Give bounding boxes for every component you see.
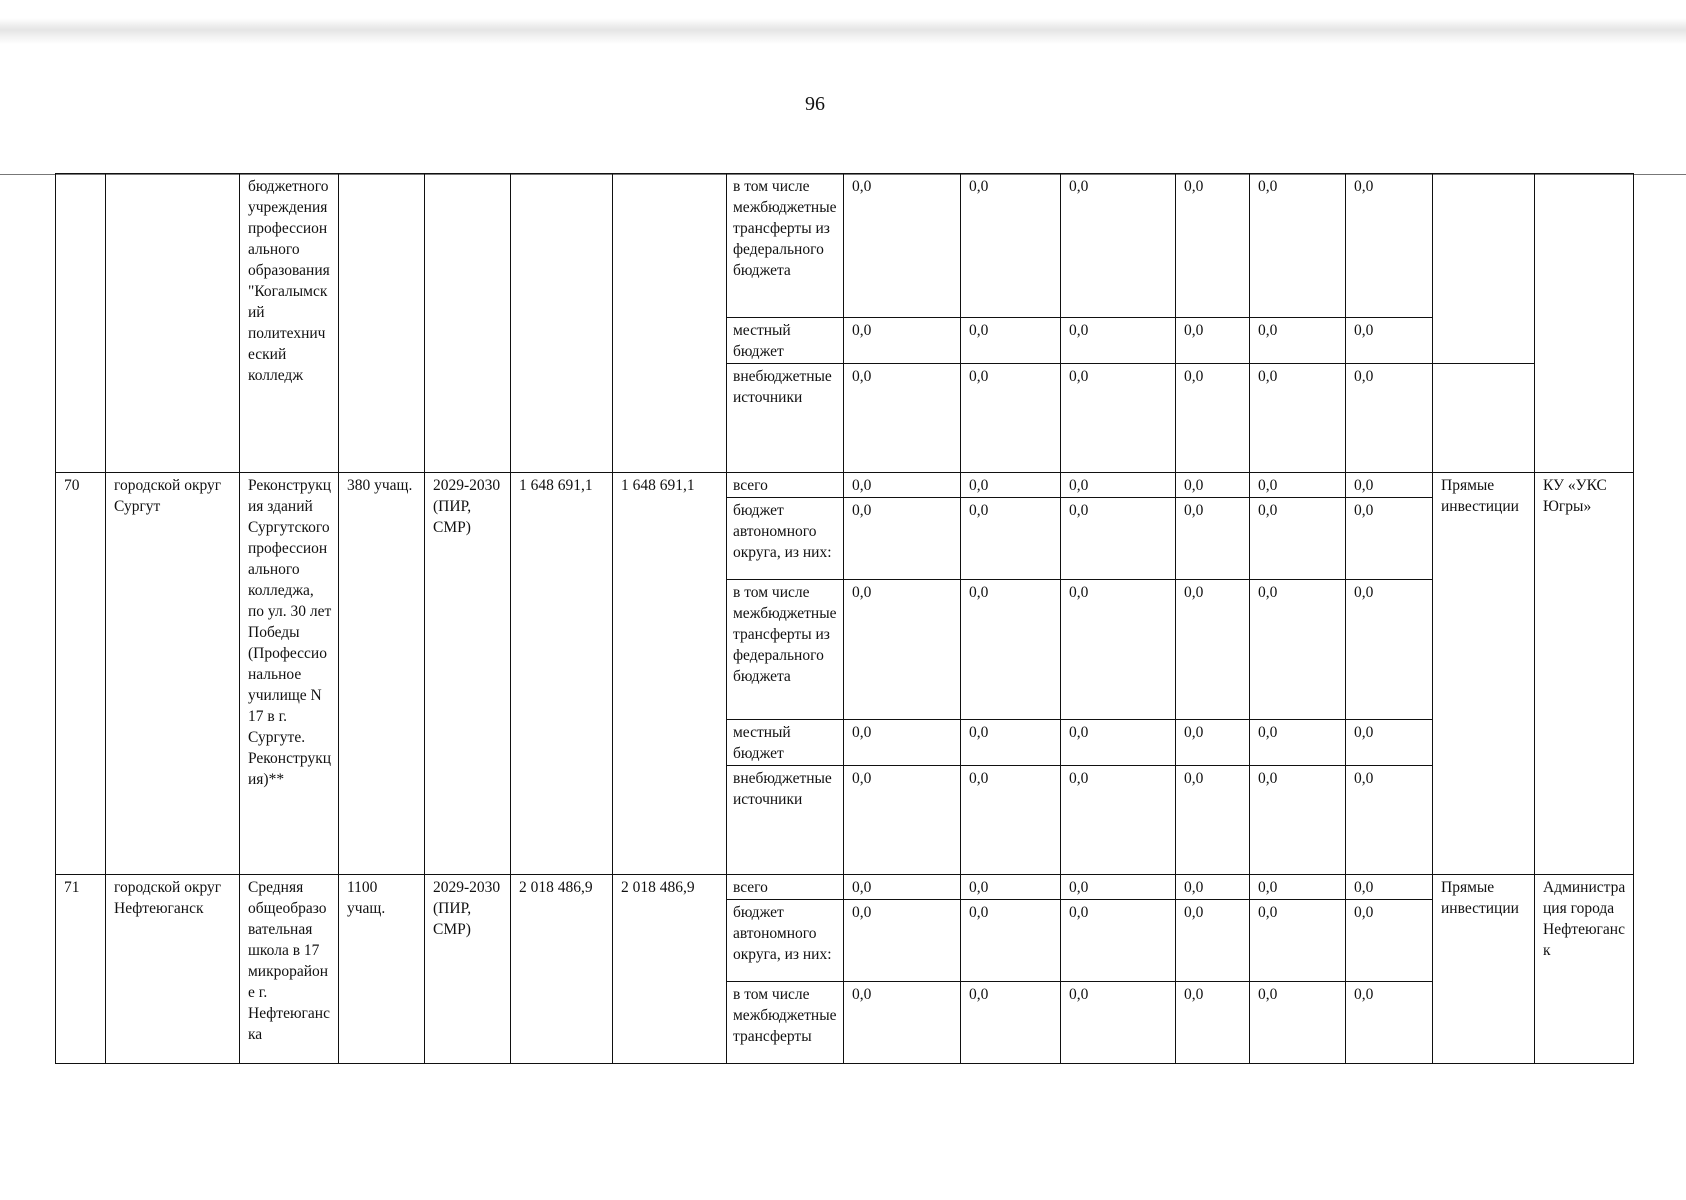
cell-value: 0,0 [1346,473,1433,498]
cell-capacity [339,174,425,473]
cell-value: 0,0 [961,982,1061,1064]
cell-value: 0,0 [1061,580,1176,720]
cell-source-label: внебюджетные источники [727,766,844,875]
page-number: 96 [805,93,825,115]
cell-value: 0,0 [1250,720,1346,766]
cell-total-cost: 2 018 486,9 [511,875,613,1064]
cell-value: 0,0 [1250,875,1346,900]
cell-value: 0,0 [1176,900,1250,982]
cell-direction [1433,364,1535,473]
cell-source-label: внебюджетные источники [727,364,844,473]
cell-executor: КУ «УКС Югры» [1535,473,1634,875]
cell-value: 0,0 [1346,720,1433,766]
cell-value: 0,0 [961,720,1061,766]
cell-value: 0,0 [961,498,1061,580]
cell-years [425,174,511,473]
cell-no [56,174,106,473]
cell-value: 0,0 [961,318,1061,364]
cell-no: 71 [56,875,106,1064]
cell-value: 0,0 [1061,766,1176,875]
cell-executor: Администрация города Нефтеюганск [1535,875,1634,1064]
cell-value: 0,0 [1176,364,1250,473]
cell-value: 0,0 [844,900,961,982]
cell-value: 0,0 [1250,318,1346,364]
cell-value: 0,0 [1346,364,1433,473]
cell-value: 0,0 [961,766,1061,875]
cell-value: 0,0 [961,875,1061,900]
cell-value: 0,0 [844,318,961,364]
cell-municipality: городской округ Нефтеюганск [106,875,240,1064]
cell-value: 0,0 [1176,318,1250,364]
cell-value: 0,0 [844,364,961,473]
cell-value: 0,0 [1061,982,1176,1064]
cell-value: 0,0 [1061,498,1176,580]
cell-value: 0,0 [1061,900,1176,982]
cell-value: 0,0 [844,473,961,498]
cell-value: 0,0 [844,498,961,580]
cell-value: 0,0 [961,473,1061,498]
scan-shadow [0,18,1686,44]
cell-value: 0,0 [1176,875,1250,900]
cell-value: 0,0 [1061,720,1176,766]
cell-value: 0,0 [1346,900,1433,982]
table-row [56,473,1634,498]
cell-value: 0,0 [1061,473,1176,498]
cell-source-label: всего [727,875,844,900]
cell-value: 0,0 [844,982,961,1064]
cell-value: 0,0 [844,580,961,720]
cell-value: 0,0 [1250,498,1346,580]
cell-remaining-cost: 2 018 486,9 [613,875,727,1064]
cell-value: 0,0 [961,900,1061,982]
cell-value: 0,0 [1176,498,1250,580]
cell-remaining-cost: 1 648 691,1 [613,473,727,875]
cell-value: 0,0 [1346,875,1433,900]
cell-object-name: бюджетного учреждения профессионального образования "Когалымский политехнический колледж [240,174,339,473]
cell-value: 0,0 [844,174,961,318]
cell-value: 0,0 [1176,473,1250,498]
cell-value: 0,0 [1346,982,1433,1064]
cell-value: 0,0 [1061,364,1176,473]
cell-value: 0,0 [1250,473,1346,498]
cell-value: 0,0 [1061,875,1176,900]
cell-value: 0,0 [1061,174,1176,318]
cell-capacity: 1100 учащ. [339,875,425,1064]
cell-value: 0,0 [1176,580,1250,720]
cell-object-name: Реконструкция зданий Сургутского профессионального колледжа, по ул. 30 лет Победы (Профессиональное училище N 17 в г. Сургуте. Реконструкция)** [240,473,339,875]
cell-direction [1433,174,1535,364]
cell-value: 0,0 [1346,580,1433,720]
cell-source-label: всего [727,473,844,498]
cell-value: 0,0 [1176,720,1250,766]
cell-value: 0,0 [1250,174,1346,318]
cell-value: 0,0 [1346,174,1433,318]
cell-value: 0,0 [961,174,1061,318]
investment-table [55,173,1634,1064]
cell-value: 0,0 [1061,318,1176,364]
table-row [56,875,1634,900]
cell-value: 0,0 [1176,982,1250,1064]
cell-direction: Прямые инвестиции [1433,473,1535,875]
cell-value: 0,0 [844,766,961,875]
cell-source-label: бюджет автономного округа, из них: [727,900,844,982]
cell-source-label: местный бюджет [727,318,844,364]
cell-years: 2029-2030 (ПИР, СМР) [425,473,511,875]
cell-object-name: Средняя общеобразовательная школа в 17 микрорайоне г. Нефтеюганска [240,875,339,1064]
cell-total-cost [511,174,613,473]
cell-value: 0,0 [844,720,961,766]
table-row [56,174,1634,318]
cell-value: 0,0 [1250,580,1346,720]
cell-value: 0,0 [1176,766,1250,875]
cell-value: 0,0 [1346,318,1433,364]
cell-remaining-cost [613,174,727,473]
cell-value: 0,0 [1250,364,1346,473]
cell-value: 0,0 [961,364,1061,473]
cell-value: 0,0 [1250,766,1346,875]
cell-value: 0,0 [1176,174,1250,318]
cell-capacity: 380 учащ. [339,473,425,875]
cell-executor [1535,174,1634,473]
cell-total-cost: 1 648 691,1 [511,473,613,875]
cell-years: 2029-2030 (ПИР, СМР) [425,875,511,1064]
cell-value: 0,0 [844,875,961,900]
cell-source-label: в том числе межбюджетные трансферты [727,982,844,1064]
cell-value: 0,0 [1250,982,1346,1064]
cell-municipality: городской округ Сургут [106,473,240,875]
cell-no: 70 [56,473,106,875]
cell-value: 0,0 [1250,900,1346,982]
cell-source-label: бюджет автономного округа, из них: [727,498,844,580]
cell-value: 0,0 [1346,766,1433,875]
cell-source-label: в том числе межбюджетные трансферты из федерального бюджета [727,580,844,720]
cell-value: 0,0 [1346,498,1433,580]
cell-source-label: в том числе межбюджетные трансферты из федерального бюджета [727,174,844,318]
cell-municipality [106,174,240,473]
cell-direction: Прямые инвестиции [1433,875,1535,1064]
cell-value: 0,0 [961,580,1061,720]
cell-source-label: местный бюджет [727,720,844,766]
